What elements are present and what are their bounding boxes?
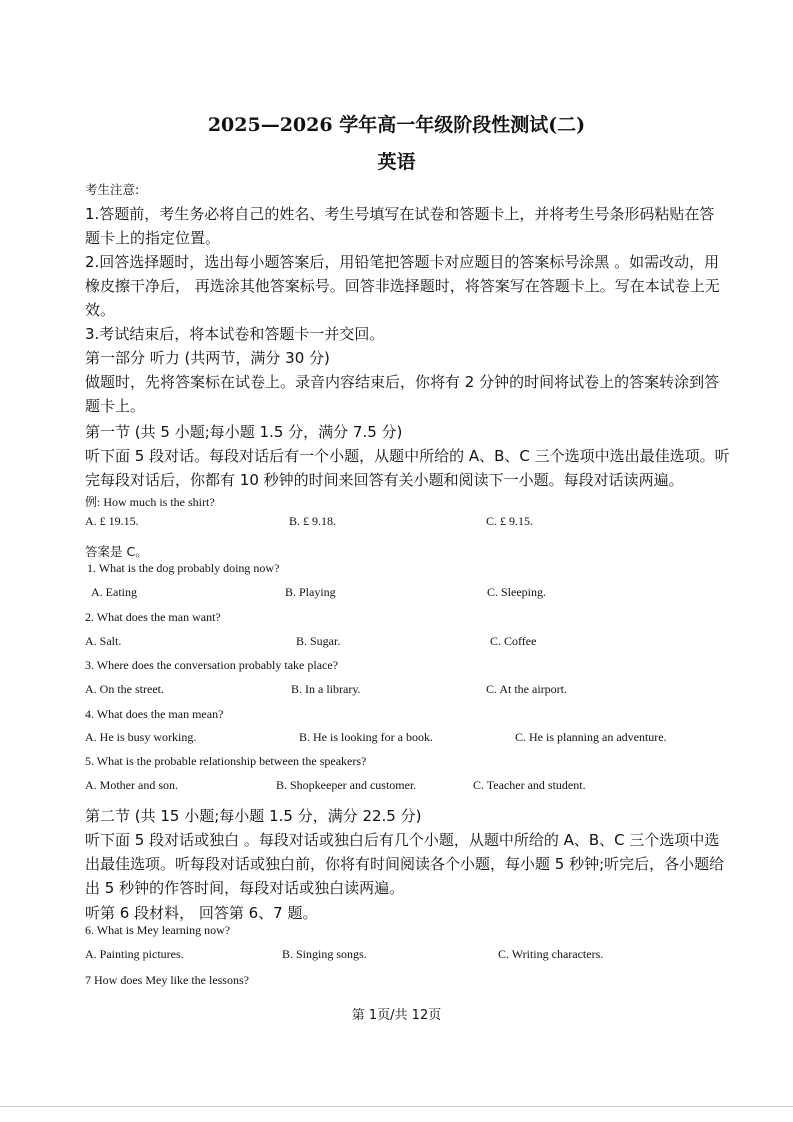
question-5-option-b: B. Shopkeeper and customer. [276,778,417,792]
question-2: 2. What does the man want? [85,610,221,624]
part1-heading: 第一部分 听力 (共两节，满分 30 分) [85,349,330,367]
question-5: 5. What is the probable relationship between the speakers? [85,754,367,768]
question-7: 7 How does Mey like the lessons? [85,973,249,987]
question-1: 1. What is the dog probably doing now? [87,561,280,575]
notice-item-3: 3.考试结束后，将本试卷和答题卡一并交回。 [85,325,385,343]
part1-instruction: 做题时，先将答案标在试卷上。录音内容结束后，你将有 2 分钟的时间将试卷上的答案转涂到答题卡上。 [85,373,720,415]
question-1-option-c: C. Sleeping. [487,585,546,599]
question-6-option-a: A. Painting pictures. [85,947,184,961]
question-2-option-b: B. Sugar. [296,634,341,648]
question-3-option-a: A. On the street. [85,682,164,696]
material-6-heading: 听第 6 段材料， 回答第 6、7 题。 [85,904,318,922]
question-1-option-a: A. Eating [91,585,137,599]
example-option-a: A. £ 19.15. [85,514,139,528]
question-6-option-b: B. Singing songs. [282,947,367,961]
question-5-option-c: C. Teacher and student. [473,778,586,792]
example-option-c: C. £ 9.15. [486,514,534,528]
question-4-option-c: C. He is planning an adventure. [515,730,667,744]
question-4: 4. What does the man mean? [85,707,224,721]
example-option-b: B. £ 9.18. [289,514,337,528]
example-question: 例: How much is the shirt? [85,495,215,509]
question-3: 3. Where does the conversation probably take place? [85,658,339,672]
question-4-option-a: A. He is busy working. [85,730,197,744]
section1-instruction: 听下面 5 段对话。每段对话后有一个小题，从题中所给的 A、B、C 三个选项中选出最佳选项。听完每段对话后，你都有 10 秒钟的时间来回答有关小题和阅读下一小题。每段对话读两遍。 [85,447,730,489]
question-2-option-c: C. Coffee [490,634,537,648]
notice-heading: 考生注意: [85,182,140,197]
subject-title: 英语 [377,151,416,173]
question-4-option-b: B. He is looking for a book. [299,730,433,744]
page-bottom-divider [0,1106,793,1107]
example-answer: 答案是 C。 [85,544,148,559]
question-2-option-a: A. Salt. [85,634,122,648]
question-1-option-b: B. Playing [285,585,336,599]
section2-heading: 第二节 (共 15 小题;每小题 1.5 分，满分 22.5 分) [85,807,422,825]
page-title: 2025—2026 学年高一年级阶段性测试(二) [207,114,586,136]
question-3-option-b: B. In a library. [291,682,361,696]
section1-heading: 第一节 (共 5 小题;每小题 1.5 分，满分 7.5 分) [85,423,403,441]
page-number: 第 1页/共 12页 [351,1008,442,1023]
question-3-option-c: C. At the airport. [486,682,567,696]
section2-instruction: 听下面 5 段对话或独白 。每段对话或独白后有几个小题，从题中所给的 A、B、C 三个选项中选出最佳选项。听每段对话或独白前，你将有时间阅读各个小题，每小题 5 秒钟;听完后，各小题给出 5 秒钟的作答时间，每段对话或独白读两遍。 [85,831,725,897]
notice-item-2: 2.回答选择题时，选出每小题答案后，用铅笔把答题卡对应题目的答案标号涂黑 。如需改动，用橡皮擦干净后， 再选涂其他答案标号。回答非选择题时，将答案写在答题卡上。写在本试卷上无效。 [85,253,720,319]
question-6: 6. What is Mey learning now? [85,923,231,937]
question-6-option-c: C. Writing characters. [498,947,604,961]
notice-item-1: 1.答题前，考生务必将自己的姓名、考生号填写在试卷和答题卡上，并将考生号条形码粘贴在答题卡上的指定位置。 [85,205,715,247]
question-5-option-a: A. Mother and son. [85,778,178,792]
